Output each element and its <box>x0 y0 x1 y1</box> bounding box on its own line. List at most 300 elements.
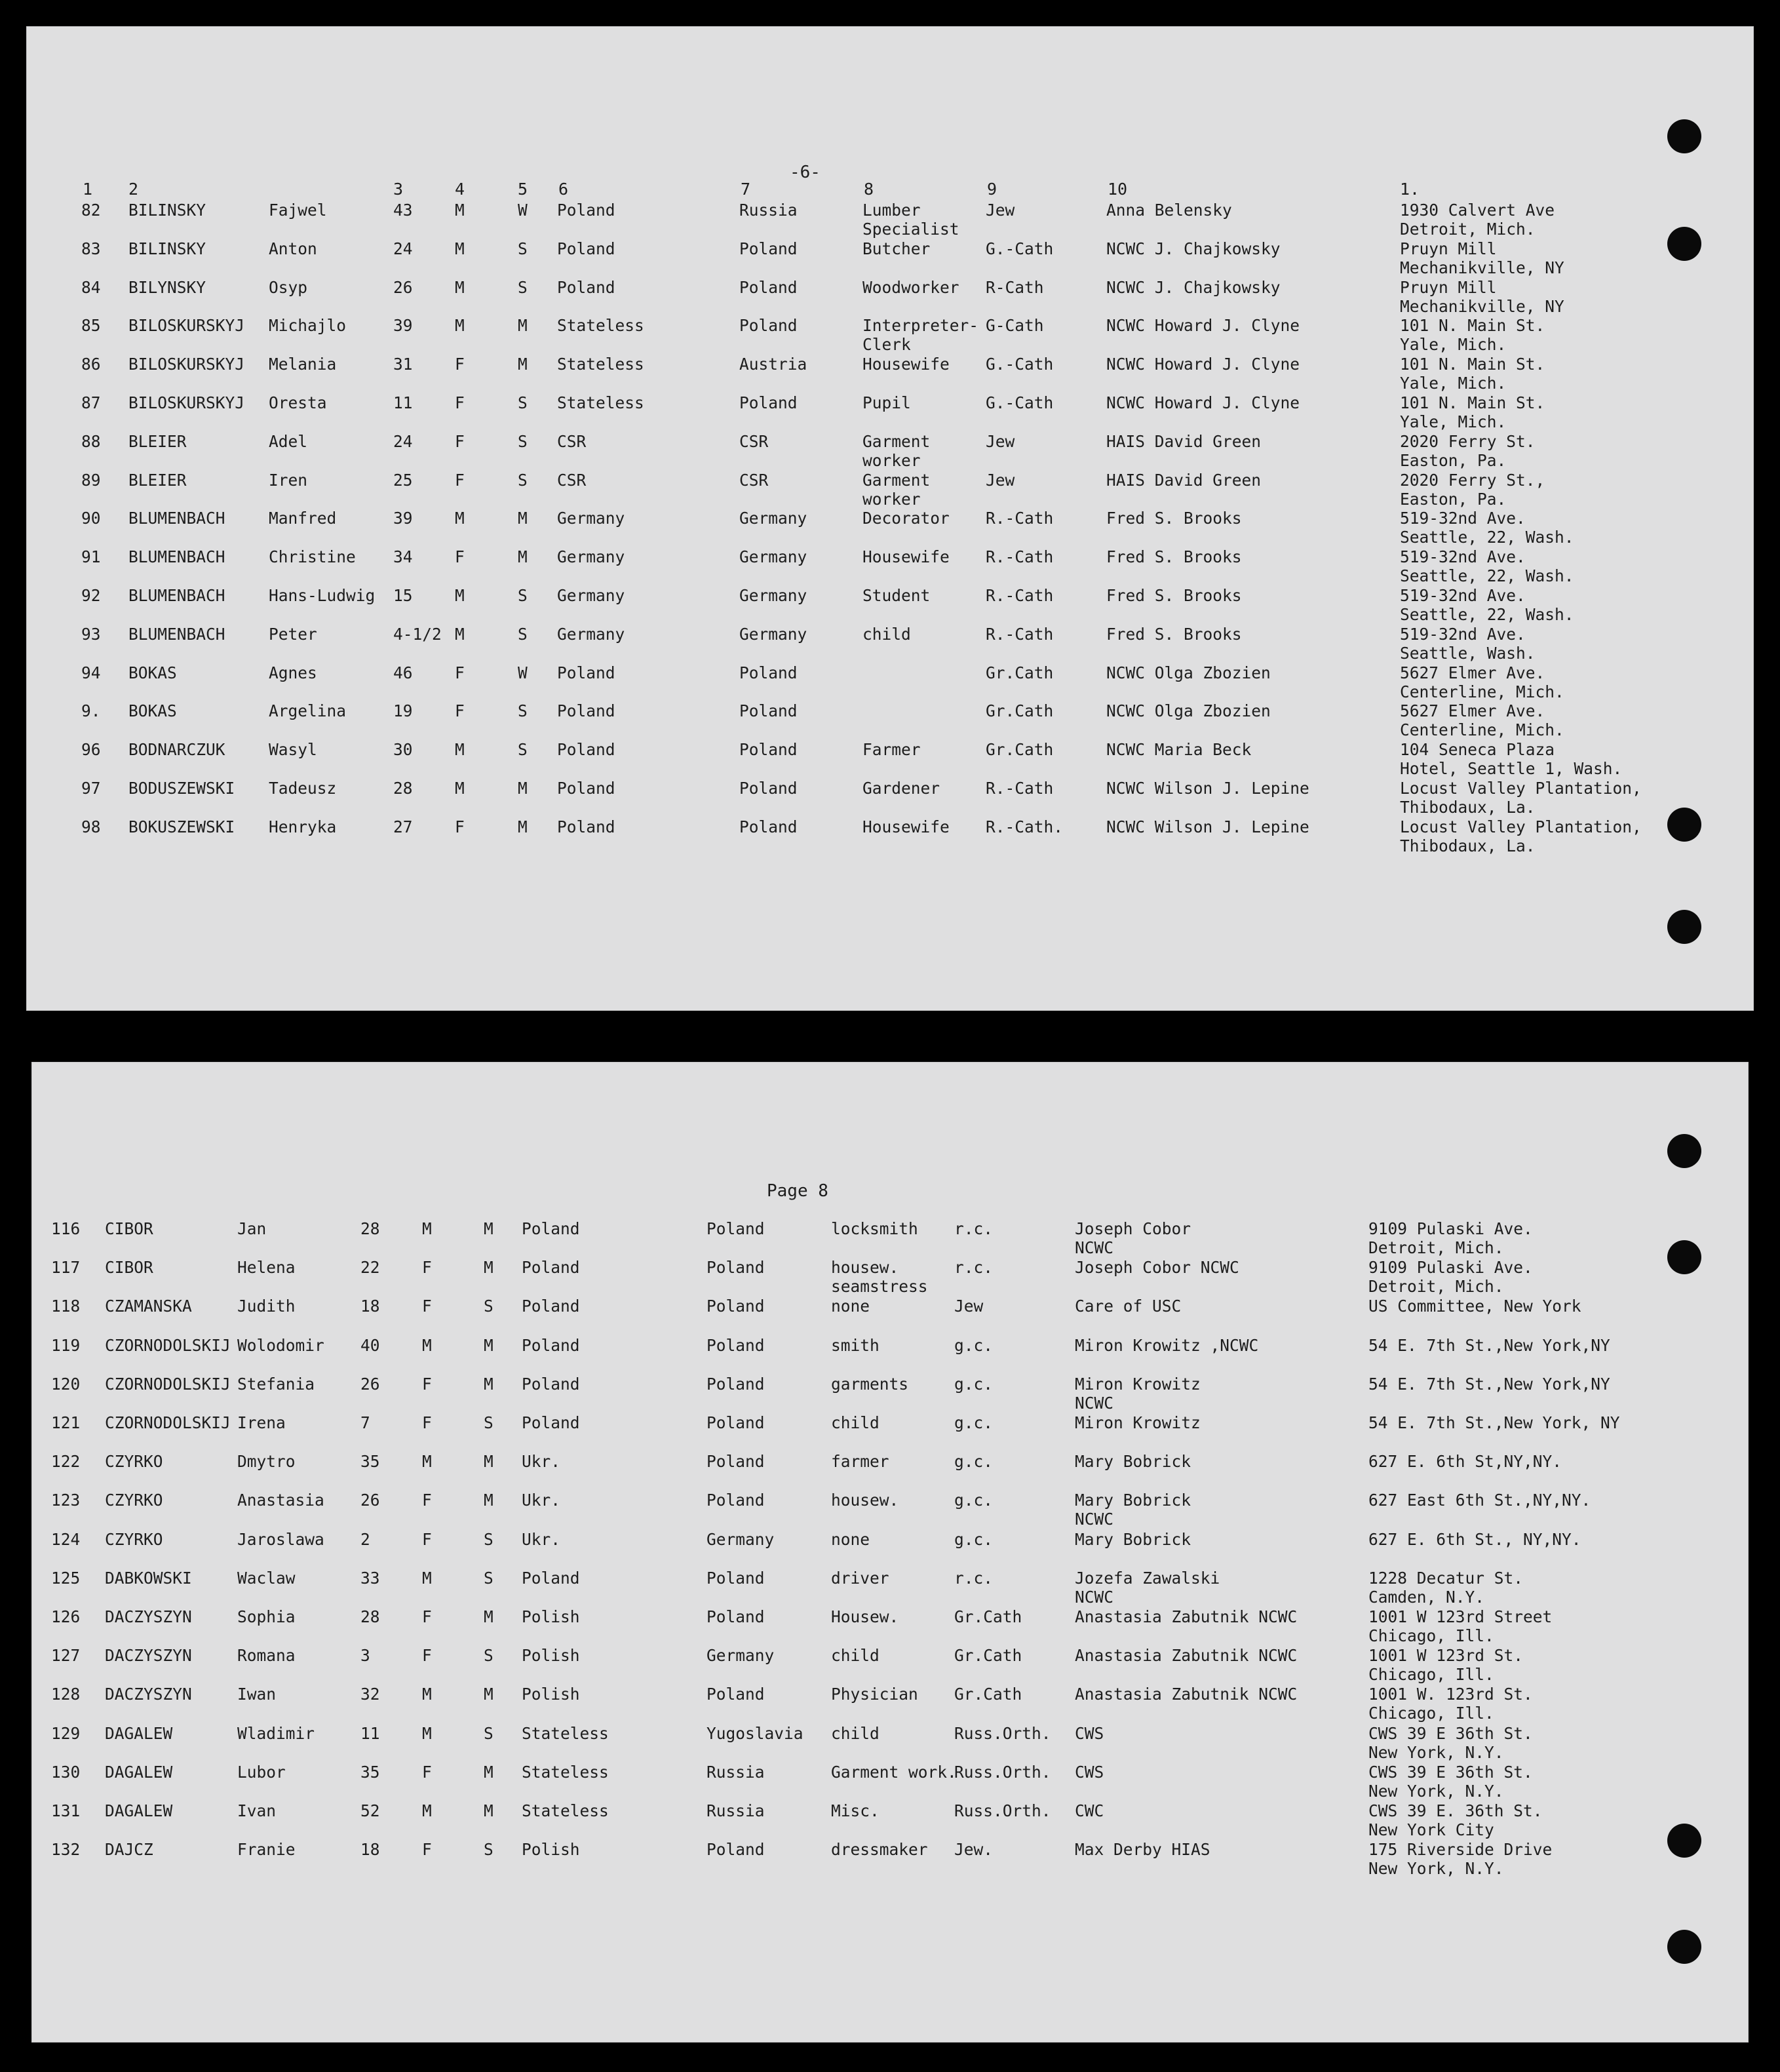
cell-marital-line1: M <box>484 1801 493 1820</box>
cell-nationality-line1: Poland <box>557 740 615 760</box>
cell-sponsor-line1: HAIS David Green <box>1106 431 1262 451</box>
table-row <box>26 547 1754 587</box>
cell-birthplace <box>706 1491 765 1510</box>
cell-sponsor-line2: NCWC <box>1075 1587 1114 1607</box>
cell-sponsor <box>1106 432 1261 451</box>
cell-address <box>1368 1375 1610 1394</box>
cell-sponsor-line1: CWS <box>1075 1723 1104 1743</box>
cell-nationality-line1: Poland <box>522 1413 580 1432</box>
cell-marital-line1: M <box>484 1335 493 1355</box>
table-row <box>31 1646 1749 1685</box>
cell-given <box>237 1607 296 1626</box>
cell-nationality <box>557 701 615 720</box>
cell-surname <box>128 740 225 759</box>
cell-address-line1: 104 Seneca Plaza <box>1400 740 1555 760</box>
cell-religion <box>954 1336 993 1355</box>
cell-address <box>1368 1763 1533 1801</box>
cell-birthplace <box>706 1724 803 1743</box>
cell-address <box>1400 432 1536 470</box>
cell-sponsor-line1: Mary Bobrick <box>1075 1491 1191 1510</box>
cell-surname <box>128 393 244 412</box>
cell-sex-line1: M <box>455 624 465 644</box>
cell-given-line1: Peter <box>269 624 317 644</box>
cell-address <box>1368 1646 1523 1684</box>
cell-marital-line1: M <box>518 509 528 528</box>
cell-sex-line1: F <box>455 393 465 412</box>
cell-religion-line1: r.c. <box>954 1568 994 1588</box>
cell-no <box>81 740 101 759</box>
cell-address-line2: Camden, N.Y. <box>1368 1587 1485 1607</box>
cell-sponsor-line1: Fred S. Brooks <box>1106 547 1242 567</box>
cell-religion <box>954 1413 993 1432</box>
cell-birthplace-line1: CSR <box>739 431 769 451</box>
cell-address-line1: 1930 Calvert Ave <box>1400 201 1555 220</box>
cell-nationality-line1: Poland <box>522 1568 580 1588</box>
cell-no <box>81 509 101 528</box>
cell-religion-line1: R.-Cath <box>986 509 1054 528</box>
cell-surname <box>128 471 187 490</box>
cell-nationality <box>522 1724 609 1743</box>
cell-given-line1: Wladimir <box>237 1723 315 1743</box>
cell-birthplace-line1: Poland <box>706 1452 765 1472</box>
cell-sponsor <box>1106 355 1300 374</box>
cell-birthplace-line1: Poland <box>739 740 798 760</box>
cell-sponsor-line1: HAIS David Green <box>1106 470 1262 490</box>
cell-birthplace <box>706 1685 765 1704</box>
cell-nationality-line1: Poland <box>557 239 615 258</box>
cell-surname-line1: DACZYSZYN <box>105 1685 192 1704</box>
cell-surname <box>105 1530 163 1549</box>
cell-sex <box>422 1530 432 1549</box>
cell-surname-line1: BILOSKURSKYJ <box>128 316 245 336</box>
cell-address <box>1400 355 1545 393</box>
cell-no <box>81 625 101 644</box>
cell-sex-line1: F <box>455 355 465 374</box>
cell-religion-line1: G.-Cath <box>986 393 1054 412</box>
cell-no-line1: 120 <box>51 1374 81 1394</box>
cell-address-line2: Centerline, Mich. <box>1400 720 1564 740</box>
cell-birthplace <box>706 1375 765 1394</box>
cell-no-line1: 124 <box>51 1529 81 1549</box>
cell-age-line1: 32 <box>360 1685 380 1704</box>
cell-sponsor <box>1075 1413 1201 1432</box>
cell-sex-line1: F <box>422 1491 432 1510</box>
cell-given-line1: Manfred <box>269 509 337 528</box>
cell-nationality <box>522 1452 560 1471</box>
cell-birthplace <box>706 1530 774 1549</box>
cell-surname-line1: BILOSKURSKYJ <box>128 393 245 412</box>
cell-nationality <box>557 432 586 451</box>
cell-surname <box>128 547 225 566</box>
cell-sex <box>422 1491 432 1510</box>
cell-surname <box>105 1336 231 1355</box>
cell-address <box>1368 1840 1552 1878</box>
cell-sponsor <box>1075 1375 1201 1413</box>
cell-address <box>1400 471 1545 509</box>
cell-occupation <box>831 1646 880 1665</box>
cell-sponsor-line1: NCWC Olga Zbozien <box>1106 701 1271 721</box>
cell-age <box>360 1530 370 1549</box>
cell-religion <box>954 1375 993 1394</box>
cell-age <box>393 471 413 490</box>
cell-religion-line1: r.c. <box>954 1258 994 1278</box>
cell-nationality-line1: Polish <box>522 1685 580 1704</box>
cell-address-line2: Mechanikville, NY <box>1400 258 1564 277</box>
cell-no <box>51 1646 80 1665</box>
cell-birthplace-line1: Germany <box>739 624 807 644</box>
cell-sponsor-line1: NCWC Maria Beck <box>1106 740 1252 760</box>
cell-occupation-line1: Physician <box>831 1685 918 1704</box>
cell-address <box>1368 1258 1533 1296</box>
cell-surname-line1: BOKUSZEWSKI <box>128 817 235 836</box>
cell-age-line1: 26 <box>393 277 413 297</box>
cell-occupation <box>862 509 950 528</box>
cell-sex-line1: M <box>455 740 465 760</box>
cell-given-line1: Irena <box>237 1413 286 1432</box>
cell-surname <box>128 663 177 682</box>
cell-sponsor <box>1075 1258 1239 1277</box>
cell-occupation-line1: Decorator <box>862 509 950 528</box>
cell-marital-line1: M <box>518 779 528 798</box>
cell-marital-line1: S <box>484 1529 493 1549</box>
cell-surname <box>128 509 225 528</box>
cell-address <box>1368 1297 1581 1316</box>
cell-occupation <box>862 586 930 605</box>
cell-sex-line1: M <box>455 277 465 297</box>
column-number: 7 <box>741 180 751 199</box>
cell-sex <box>422 1569 432 1588</box>
cell-nationality-line1: Stateless <box>557 355 644 374</box>
cell-sex-line1: F <box>455 663 465 682</box>
cell-nationality-line1: Ukr. <box>522 1491 561 1510</box>
cell-marital <box>518 355 528 374</box>
cell-age-line1: 31 <box>393 355 413 374</box>
table-row <box>31 1840 1749 1879</box>
cell-nationality <box>522 1607 580 1626</box>
cell-sponsor <box>1106 701 1271 720</box>
cell-birthplace <box>739 239 798 258</box>
cell-no-line1: 128 <box>51 1685 81 1704</box>
cell-occupation <box>862 316 978 354</box>
cell-surname-line1: BLEIER <box>128 470 187 490</box>
cell-address <box>1368 1685 1533 1723</box>
cell-religion <box>986 471 1015 490</box>
cell-surname <box>105 1219 153 1238</box>
cell-no <box>51 1763 80 1782</box>
cell-address-line1: Pruyn Mill <box>1400 239 1497 258</box>
cell-sponsor-line1: NCWC Wilson J. Lepine <box>1106 779 1309 798</box>
table-row <box>31 1569 1749 1608</box>
cell-nationality <box>522 1646 580 1665</box>
cell-given-line1: Jaroslawa <box>237 1529 324 1549</box>
column-number: 1 <box>83 180 93 199</box>
cell-given <box>269 586 375 605</box>
cell-birthplace <box>706 1452 765 1471</box>
cell-occupation-line1: none <box>831 1297 870 1316</box>
cell-marital <box>518 740 528 759</box>
table-row <box>26 278 1754 317</box>
cell-age-line1: 22 <box>360 1258 380 1278</box>
cell-no-line1: 90 <box>81 509 101 528</box>
cell-sponsor-line1: Miron Krowitz ,NCWC <box>1075 1335 1259 1355</box>
cell-religion <box>986 355 1053 374</box>
cell-given-line1: Argelina <box>269 701 347 721</box>
cell-occupation-line1: none <box>831 1529 870 1549</box>
cell-given-line1: Fajwel <box>269 201 327 220</box>
cell-occupation-line1: child <box>831 1646 880 1666</box>
cell-sponsor-line1: CWC <box>1075 1801 1104 1820</box>
cell-address <box>1400 817 1642 855</box>
cell-age-line1: 43 <box>393 201 413 220</box>
cell-marital-line1: S <box>518 239 528 258</box>
cell-occupation-line1: Garment work. <box>831 1762 957 1782</box>
cell-age <box>393 355 413 374</box>
cell-age <box>360 1801 380 1820</box>
cell-address-line1: 2020 Ferry St. <box>1400 431 1536 451</box>
cell-given-line1: Jan <box>237 1219 267 1238</box>
cell-address-line1: 5627 Elmer Ave. <box>1400 701 1545 721</box>
cell-no-line1: 116 <box>51 1219 81 1238</box>
cell-religion <box>954 1297 983 1316</box>
cell-occupation-line1: child <box>831 1723 880 1743</box>
cell-nationality <box>522 1491 560 1510</box>
cell-given-line1: Michajlo <box>269 316 347 336</box>
cell-surname-line1: DABKOWSKI <box>105 1568 192 1588</box>
cell-address-line2: Mechanikville, NY <box>1400 296 1564 316</box>
cell-address-line2: Thibodaux, La. <box>1400 798 1536 817</box>
cell-sponsor <box>1075 1491 1191 1529</box>
cell-no <box>51 1375 80 1394</box>
cell-age <box>360 1840 380 1859</box>
cell-sex <box>455 625 465 644</box>
punch-hole <box>1667 1930 1701 1964</box>
cell-surname <box>105 1569 192 1588</box>
cell-nationality-line1: Poland <box>557 663 615 682</box>
table-row <box>26 316 1754 355</box>
cell-marital <box>484 1219 493 1238</box>
cell-sex-line1: F <box>455 547 465 567</box>
cell-sponsor-line1: Joseph Cobor <box>1075 1219 1191 1238</box>
cell-religion <box>954 1258 993 1277</box>
cell-given-line1: Dmytro <box>237 1452 296 1472</box>
cell-given <box>269 393 327 412</box>
cell-occupation <box>862 239 930 258</box>
cell-address-line1: 101 N. Main St. <box>1400 355 1545 374</box>
cell-religion <box>986 547 1053 566</box>
cell-marital-line1: S <box>484 1568 493 1588</box>
column-number: 10 <box>1108 180 1128 199</box>
cell-occupation <box>831 1840 928 1859</box>
cell-address-line1: 519-32nd Ave. <box>1400 586 1526 605</box>
page-number-label: -6- <box>790 163 821 182</box>
cell-surname-line1: BILYNSKY <box>128 277 206 297</box>
cell-nationality <box>522 1297 580 1316</box>
punch-hole <box>1667 227 1701 261</box>
cell-given-line1: Melania <box>269 355 337 374</box>
cell-age-line1: 35 <box>360 1452 380 1472</box>
cell-sex-line1: M <box>422 1452 432 1472</box>
cell-marital <box>518 701 528 720</box>
cell-religion-line1: Gr.Cath <box>986 701 1054 721</box>
cell-address-line2: Hotel, Seattle 1, Wash. <box>1400 759 1623 779</box>
cell-no <box>81 547 101 566</box>
cell-address-line2: Centerline, Mich. <box>1400 682 1564 701</box>
cell-address-line1: 519-32nd Ave. <box>1400 624 1526 644</box>
cell-birthplace <box>739 779 798 798</box>
cell-sex-line1: F <box>422 1762 432 1782</box>
cell-age-line1: 26 <box>360 1491 380 1510</box>
table-row <box>26 740 1754 779</box>
cell-nationality-line1: Polish <box>522 1607 580 1626</box>
cell-sex <box>455 779 465 798</box>
cell-given-line1: Christine <box>269 547 356 567</box>
cell-nationality-line1: Poland <box>522 1297 580 1316</box>
cell-marital <box>484 1258 493 1277</box>
cell-surname-line1: BLUMENBACH <box>128 624 225 644</box>
cell-occupation-line2: Specialist <box>862 220 959 239</box>
cell-no-line1: 123 <box>51 1491 81 1510</box>
cell-address-line1: Locust Valley Plantation, <box>1400 817 1642 836</box>
cell-religion <box>986 817 1063 836</box>
cell-given-line1: Anastasia <box>237 1491 324 1510</box>
cell-given <box>269 547 356 566</box>
punch-hole <box>1667 910 1701 944</box>
cell-marital-line1: S <box>484 1723 493 1743</box>
cell-religion <box>986 625 1053 644</box>
cell-sex <box>455 740 465 759</box>
cell-marital-line1: M <box>484 1491 493 1510</box>
cell-religion-line1: R-Cath <box>986 277 1044 297</box>
cell-no-line1: 97 <box>81 779 101 798</box>
cell-sponsor-line1: Joseph Cobor NCWC <box>1075 1258 1239 1278</box>
cell-sponsor <box>1075 1724 1104 1743</box>
cell-sponsor-line1: Fred S. Brooks <box>1106 586 1242 605</box>
cell-occupation-line1: locksmith <box>831 1219 918 1238</box>
cell-marital-line1: S <box>518 740 528 760</box>
cell-religion-line1: g.c. <box>954 1529 994 1549</box>
cell-address <box>1368 1607 1552 1645</box>
cell-religion <box>954 1491 993 1510</box>
cell-surname <box>128 201 206 220</box>
cell-age-line1: 46 <box>393 663 413 682</box>
cell-sponsor-line1: NCWC Howard J. Clyne <box>1106 355 1300 374</box>
cell-religion <box>954 1569 993 1588</box>
cell-surname <box>128 355 244 374</box>
cell-sponsor-line1: Jozefa Zawalski <box>1075 1568 1220 1588</box>
cell-marital-line1: S <box>518 277 528 297</box>
cell-address-line2: Yale, Mich. <box>1400 412 1507 431</box>
cell-nationality <box>557 625 625 644</box>
cell-address-line1: 54 E. 7th St.,New York,NY <box>1368 1335 1610 1355</box>
cell-address <box>1368 1413 1620 1432</box>
cell-birthplace-line1: Poland <box>706 1335 765 1355</box>
cell-sex-line1: F <box>455 431 465 451</box>
cell-age <box>393 239 413 258</box>
cell-surname-line1: BLEIER <box>128 431 187 451</box>
cell-given-line1: Judith <box>237 1297 296 1316</box>
cell-religion-line1: R.-Cath. <box>986 817 1064 836</box>
cell-no <box>81 278 101 297</box>
cell-marital-line1: S <box>484 1840 493 1860</box>
table-row <box>31 1801 1749 1841</box>
cell-age <box>360 1336 380 1355</box>
cell-birthplace-line1: Poland <box>706 1685 765 1704</box>
cell-sponsor <box>1075 1646 1297 1665</box>
cell-marital <box>518 663 528 682</box>
cell-sponsor-line2: NCWC <box>1075 1238 1114 1257</box>
cell-birthplace <box>739 355 807 374</box>
cell-nationality-line1: Poland <box>557 277 615 297</box>
cell-address <box>1368 1801 1543 1839</box>
cell-marital <box>518 625 528 644</box>
cell-religion <box>986 201 1015 220</box>
cell-nationality-line1: Polish <box>522 1840 580 1860</box>
cell-occupation <box>831 1569 889 1588</box>
cell-religion <box>986 586 1053 605</box>
cell-sex <box>422 1452 432 1471</box>
cell-birthplace-line1: Yugoslavia <box>706 1723 803 1743</box>
cell-occupation <box>862 817 950 836</box>
cell-sex <box>455 432 465 451</box>
cell-occupation <box>862 779 940 798</box>
cell-occupation <box>831 1724 880 1743</box>
cell-birthplace-line1: Poland <box>739 779 798 798</box>
table-row <box>26 201 1754 240</box>
cell-address-line2: Seattle, 22, Wash. <box>1400 566 1574 586</box>
cell-sex-line1: F <box>422 1607 432 1626</box>
cell-surname-line1: CZYRKO <box>105 1452 163 1472</box>
cell-religion-line1: Jew <box>986 201 1015 220</box>
cell-no <box>81 239 101 258</box>
cell-no <box>81 316 101 335</box>
cell-occupation-line2: worker <box>862 489 921 509</box>
cell-surname <box>128 239 206 258</box>
cell-marital <box>484 1375 493 1394</box>
cell-no <box>51 1219 80 1238</box>
cell-given <box>237 1685 276 1704</box>
cell-marital-line1: M <box>484 1258 493 1278</box>
cell-age <box>360 1413 370 1432</box>
cell-address-line2: Easton, Pa. <box>1400 450 1507 470</box>
cell-sex-line1: M <box>422 1335 432 1355</box>
cell-no <box>81 817 101 836</box>
cell-surname-line1: BLUMENBACH <box>128 509 225 528</box>
cell-occupation-line1: smith <box>831 1335 880 1355</box>
cell-occupation-line1: Pupil <box>862 393 911 412</box>
cell-surname-line1: BILINSKY <box>128 201 206 220</box>
cell-given <box>237 1297 296 1316</box>
table-row <box>31 1258 1749 1297</box>
cell-occupation <box>831 1219 918 1238</box>
table-row <box>26 432 1754 471</box>
cell-no <box>51 1724 80 1743</box>
column-number: 6 <box>558 180 569 199</box>
cell-address-line1: 5627 Elmer Ave. <box>1400 663 1545 682</box>
cell-surname <box>128 779 235 798</box>
cell-sex <box>422 1840 432 1859</box>
cell-sex-line1: M <box>455 586 465 605</box>
cell-sex-line1: M <box>422 1801 432 1820</box>
cell-birthplace-line1: Poland <box>706 1607 765 1626</box>
cell-sex <box>422 1646 432 1665</box>
cell-age-line1: 18 <box>360 1840 380 1860</box>
cell-age <box>360 1491 380 1510</box>
cell-sponsor-line1: Care of USC <box>1075 1297 1182 1316</box>
cell-sex <box>422 1413 432 1432</box>
cell-address-line2: New York, N.Y. <box>1368 1781 1504 1801</box>
table-row <box>26 393 1754 433</box>
cell-birthplace <box>739 393 798 412</box>
